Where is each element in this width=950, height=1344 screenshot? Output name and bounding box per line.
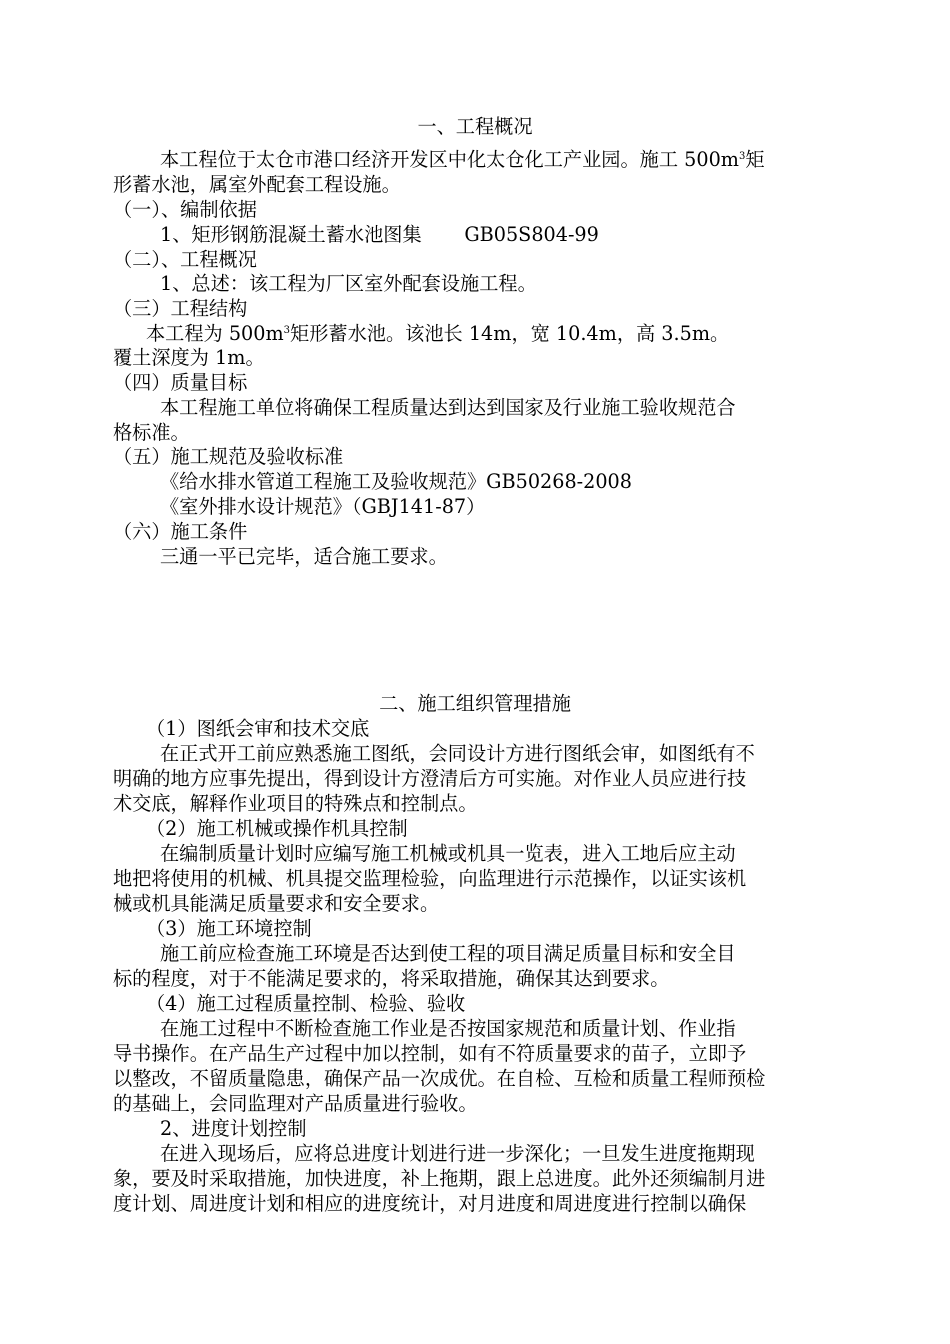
item2-line-1: 在编制质量计划时应编写施工机械或机具一览表，进入工地后应主动 [160, 842, 736, 865]
item4-line-1: 在施工过程中不断检查施工作业是否按国家规范和质量计划、作业指 [160, 1017, 736, 1040]
structure-line-2: 覆土深度为 1m。 [113, 346, 265, 369]
section1-title: 一、工程概况 [417, 115, 533, 138]
basis-heading: （一）、编制依据 [113, 198, 257, 221]
item4-line-2: 导书操作。在产品生产过程中加以控制，如有不符质量要求的苗子，立即予 [113, 1042, 747, 1065]
item1-heading: （1）图纸会审和技术交底 [146, 717, 370, 740]
item5-line-2: 象，要及时采取措施，加快进度，补上拖期，跟上总进度。此外还须编制月进 [113, 1167, 766, 1190]
item5-heading: 2、进度计划控制 [160, 1117, 307, 1140]
conditions-heading: （六）施工条件 [113, 520, 248, 543]
standard-item-1: 《给水排水管道工程施工及验收规范》GB50268-2008 [160, 470, 632, 493]
standards-heading: （五）施工规范及验收标准 [113, 445, 344, 468]
item3-heading: （3）施工环境控制 [146, 917, 312, 940]
item5-line-3: 度计划、周进度计划和相应的进度统计，对月进度和周进度进行控制以确保 [113, 1192, 747, 1215]
item1-line-2: 明确的地方应事先提出，得到设计方澄清后方可实施。对作业人员应进行技 [113, 767, 747, 790]
item2-heading: （2）施工机械或操作机具控制 [146, 817, 408, 840]
item3-line-1: 施工前应检查施工环境是否达到使工程的项目满足质量目标和安全目 [160, 942, 736, 965]
overview-item: 1、总述：该工程为厂区室外配套设施工程。 [160, 272, 537, 295]
item4-heading: （4）施工过程质量控制、检验、验收 [146, 992, 466, 1015]
quality-heading: （四）质量目标 [113, 371, 248, 394]
item2-line-3: 械或机具能满足质量要求和安全要求。 [113, 892, 440, 915]
item1-line-3: 术交底，解释作业项目的特殊点和控制点。 [113, 792, 478, 815]
basis-item: 1、矩形钢筋混凝土蓄水池图集 GB05S804-99 [160, 223, 599, 246]
item2-line-2: 地把将使用的机械、机具提交监理检验，向监理进行示范操作，以证实该机 [113, 867, 747, 890]
quality-line-1: 本工程施工单位将确保工程质量达到达到国家及行业施工验收规范合 [160, 396, 736, 419]
item5-line-1: 在进入现场后，应将总进度计划进行进一步深化；一旦发生进度拖期现 [160, 1142, 755, 1165]
item4-line-4: 的基础上，会同监理对产品质量进行验收。 [113, 1092, 478, 1115]
conditions-text: 三通一平已完毕，适合施工要求。 [160, 545, 448, 568]
overview-heading: （二）、工程概况 [113, 248, 257, 271]
standard-item-2: 《室外排水设计规范》（GBJ141-87） [160, 495, 486, 518]
item1-line-1: 在正式开工前应熟悉施工图纸，会同设计方进行图纸会审，如图纸有不 [160, 742, 755, 765]
structure-line-1: 本工程为 $500m^3$矩形蓄水池。该池长 14m，宽 10.4m，高 3.5m。 [146, 322, 730, 345]
intro-line-1: 本工程位于太仓市港口经济开发区中化太仓化工产业园。施工 $500m^3$矩 [160, 148, 765, 171]
intro-line-2: 形蓄水池，属室外配套工程设施。 [113, 173, 401, 196]
section2-title: 二、施工组织管理措施 [379, 692, 571, 715]
item4-line-3: 以整改，不留质量隐患，确保产品一次成优。在自检、互检和质量工程师预检 [113, 1067, 766, 1090]
item3-line-2: 标的程度，对于不能满足要求的，将采取措施，确保其达到要求。 [113, 967, 670, 990]
quality-line-2: 格标准。 [113, 421, 190, 444]
structure-heading: （三）工程结构 [113, 297, 248, 320]
